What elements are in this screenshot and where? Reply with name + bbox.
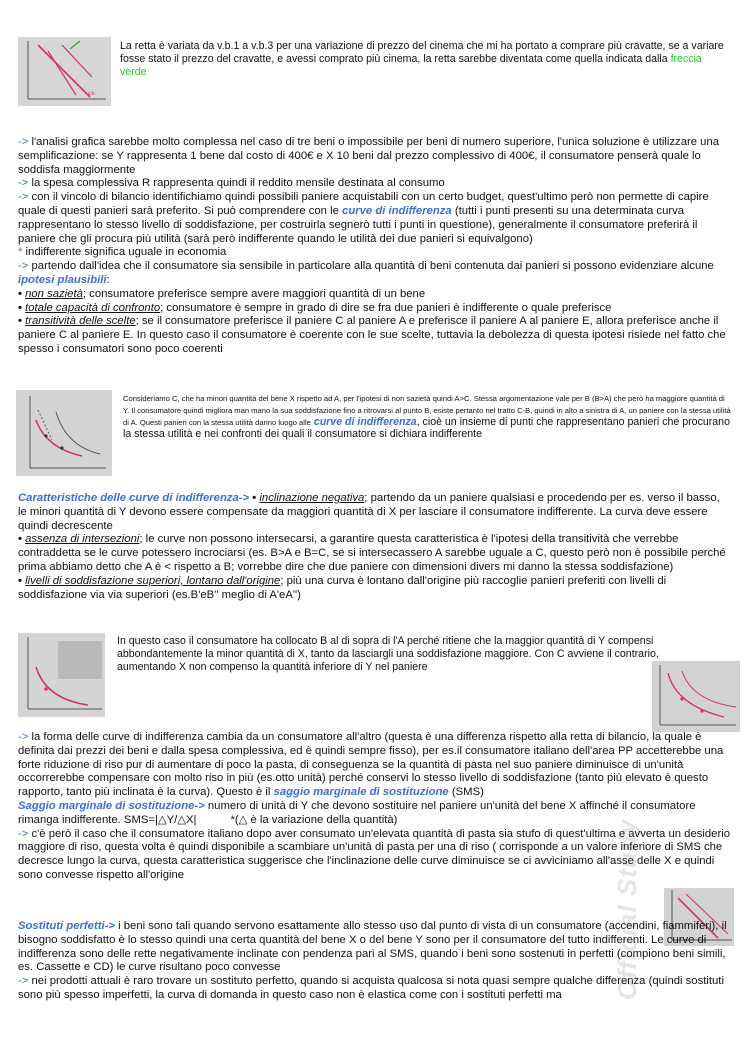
bullet-transitivity [18, 315, 730, 356]
bullet-text: ; le curve non possono intersecarsi, a garantire questa caratteristica è l'ipotesi della transitività che verrebbe contraddetta se le curve potessero incrociarsi (es. B>A e B=C, se si intersecassero A sarebbe uguale a C, questo però non è possibile perché prima abbiamo detto che A è < rispetto a B; vorrebbe dire che due paniere con dimensioni divers mi danno la stessa soddisfazione) [18, 533, 726, 573]
arrow-marker: -> [18, 731, 29, 743]
graph-sketch-icon [652, 661, 740, 732]
bullet-text: ; consumatore preferisce sempre avere maggiori quantità di un bene [82, 287, 426, 300]
bullet-marker: • [18, 287, 22, 300]
para-text: (tutti i punti presenti su una determinata curva rappresentano lo stesso livello di soddisfazione, per costruirla segnerò tutti i punti in questione), generalmente il consumatore preferirà il paniere che gli procura più utilità (sarà però indifferente quando le utilità dei due panieri si equivalgono) [18, 204, 698, 245]
small-explanation-text: Consideriamo C, che ha minori quantità del bene X rispetto ad A, per l'ipotesi di non sazietà quindi A>C. Stessa argomentazione vale per B (B>A) che però ha maggiore quantità di Y. Il consumatore quindi migliora man mano la sua soddisfazione fino a ritrovarsi al punto B, esiste pertanto nel tratto C-B, quindi in alto a sinistra di A, un paniere con la stessa utilità di A. Questi panieri con la stessa utilità danno luogo alle [123, 394, 731, 427]
graph-image-preference-area [18, 633, 105, 717]
bullet-term: transitività delle scelte [25, 315, 136, 328]
bullet-term: totale capacità di confronto [25, 301, 161, 314]
arrow-marker: -> [18, 177, 29, 190]
para-text: c'è però il caso che il consumatore italiano dopo aver consumato un'elevata quantità di pasta sia stufo di quest'ultima e avverta un desiderio maggiore di riso, questa volta è quindi disponibile a scambiare un'unità di pasta per una di riso ( corrisponde a un valore inferiore di SMS che decresce lungo la curva, questa caratteristica suggerisce che l'inclinazione delle curve diminuisce se ci avviciniamo all'asse delle X e quindi sono convesse rispetto all'origine [18, 827, 731, 881]
section-points-abc [123, 392, 731, 440]
bullet-text: ; partendo da un paniere qualsiasi e procedendo per es. verso il basso, le minori quantità di Y devono essere compensate da maggiori quantità di X per lasciare il consumatore indifferente. La curva deve essere quindi decrescente [18, 492, 720, 532]
section-characteristics [18, 492, 730, 602]
bullet-marker: • [18, 574, 22, 587]
arrow-marker: -> [18, 136, 29, 148]
bullet-term: inclinazione negativa [259, 492, 365, 504]
bullet-term: livelli di soddisfazione superiori, lontano dall'origine [25, 574, 281, 587]
term-indifference-curves: curve di indifferenza [342, 204, 452, 217]
bullet-marker: • [18, 301, 22, 314]
para-text: con il vincolo di bilancio identifichiamo quindi possibili paniere acquistabili con un certo budget, quest'ultimo però non permette di capire quale di questi panieri sarà preferito. Si può comprendere con le [18, 191, 709, 217]
mrs-heading: Saggio marginale di sostituzione-> [18, 799, 205, 812]
preference-text: In questo caso il consumatore ha collocato B al di sopra di l'A perché ritiene che la maggior quantità di Y compensi abbondantemente la minor quantità di X, tanto da lasciargli una soddisfazione maggiore. Con C avviene il contrario, aumentando X non compenso la quantità inferiore di Y nel paniere [117, 635, 659, 674]
section-mrs [18, 731, 730, 883]
para-text: nei prodotti attuali è raro trovare un sostituto perfetto, quando si acquista qualcosa si nota quasi sempre qualche differenza (quindi sostituti sono più spesso imperfetti, la curva di domanda in questo caso non è elastica come con i sostituti perfetti ma [18, 975, 724, 1001]
char-negative-slope [18, 492, 730, 533]
arrow-marker: -> [18, 975, 29, 988]
characteristics-heading: Caratteristiche delle curve di indifferenza-> [18, 492, 250, 504]
para-budget-constraint [18, 191, 730, 246]
para-text: la spesa complessiva R rappresenta quindi il reddito mensile destinata al consumo [31, 177, 445, 190]
para-mrs-definition [18, 800, 730, 828]
section-budget-and-indifference [18, 136, 730, 357]
para-text: numero di unità di Y che devono sostituire nel paniere un'unità del bene X affinché il consumatore rimanga indifferente. SMS=|△Y/△X| [18, 799, 696, 826]
delta-note: *(△ è la variazione della quantità) [230, 813, 398, 826]
bullet-marker: • [18, 315, 22, 328]
arrow-marker: -> [18, 827, 29, 840]
intro-text: La retta è variata da v.b.1 a v.b.3 per una variazione di prezzo del cinema che mi ha portato a comprare più cravatte, se a variare fosse stato il prezzo del cravatte, e avessi comprato più cinema, la retta sarebbe diventata come quella indicata dalla [120, 40, 724, 66]
arrow-marker: -> [18, 260, 29, 273]
bullet-comparison [18, 302, 730, 316]
para-text: la forma delle curve di indifferenza cambia da un consumatore all'altro (questa è una differenza rispetto alla retta di bilancio, la quale è definita dai prezzi dei beni e dalla spesa complessiva, ed è quindi sempre fisso), per es.il consumatore italiano dell'area PP accetterebbe una forte riduzione di riso pur di aumentare di poco la pasta, di conseguenza se la quantità di pasta nel suo paniere diminuisce di un'unità occorrerebbe compensare con molto riso in più (es.otto unità) perché conservi lo stesso livello di soddisfazione (tanto più elevato è questo rapporto, tanto più inclinata è la curva). Questo è il [18, 731, 724, 799]
bullet-text: ; più una curva è lontano dall'origine più raccoglie panieri preferiti con livelli di soddisfazione via via superiori (es.B'eB'' meglio di A'eA'') [18, 574, 667, 601]
explanation-rest: , cioè un insieme di punti che rappresentano panieri che procurano la stessa utilità e nei confronti dei quali il consumatore si dichiara indifferente [123, 416, 730, 440]
watermark-text: Official Study [612, 818, 642, 1000]
graph-sketch-icon [18, 633, 105, 717]
asterisk-marker: * [18, 246, 23, 259]
bullet-term: assenza di intersezioni [25, 533, 140, 546]
para-text: (SMS) [451, 786, 484, 799]
bullet-text: ; consumatore è sempre in grado di dire se fra due panieri è indifferente o quale preferisce [160, 301, 612, 314]
graph-image-points-abc [16, 390, 112, 476]
char-higher-levels [18, 575, 730, 603]
perfect-substitutes-heading: Sostituti perfetti-> [18, 920, 115, 932]
term-mrs: saggio marginale di sostituzione [273, 786, 449, 799]
para-note-indifferent [18, 246, 730, 260]
bullet-marker: • [18, 533, 22, 546]
intro-paragraph [120, 40, 730, 80]
graph-image-budget-line [18, 37, 111, 106]
bullet-text: ; se il consumatore preferisce il paniere C al paniere A e preferisce il paniere A al paniere E, allora preferisce anche il paniere C al paniere E. In questo caso il consumatore è coerente con le sue scelte, tuttavia la debolezza di questa ipotesi risiede nel fatto che spesso i consumatori sono poco coerenti [18, 315, 726, 355]
para-shape-varies [18, 731, 730, 800]
graph-sketch-icon [18, 37, 111, 106]
bullet-term: non sazietà [25, 287, 83, 300]
char-no-intersections [18, 533, 730, 574]
arrow-marker: -> [18, 191, 29, 204]
para-text: i beni sono tali quando servono esattamente allo stesso uso dal punto di vista di un consumatore (accendini, fiammiferi), il bisogno soddisfatto è lo stesso quindi una certa quantità del bene X o del bene Y sono per il consumatore del tutto indifferenti. Le curve di indifferenza sono delle rette negativamente inclinate con pendenza pari al SMS, quando i beni sono sostenuti in perfetti (compiono beni simili, es. Cassette e CD) le curve risultano poco convesse [18, 920, 727, 974]
graph-image-pasta-rice [652, 661, 740, 732]
para-text: partendo dall'idea che il consumatore sia sensibile in particolare alla quantità di beni contenuta dai panieri si possono evidenziare alcune [31, 260, 714, 273]
para-hypotheses: -> partendo dall'idea che il consumatore sia sensibile in particolare alla quantità di beni contenuta dai panieri si possono evidenziare alcune ipotesi plausibili: [18, 260, 714, 286]
svg-text:v.b.: v.b. [88, 91, 96, 97]
para-spending [18, 177, 730, 191]
term-indifference-curves: curve di indifferenza [313, 416, 417, 428]
term-plausible-hypotheses: ipotesi plausibili [18, 273, 107, 286]
bullet-marker: • [252, 492, 257, 504]
para-analysis [18, 136, 730, 177]
section-perfect-substitutes [18, 920, 730, 1003]
bullet-non-satiety [18, 288, 730, 302]
para-text: indifferente significa uguale in economia [25, 246, 227, 259]
para-convexity [18, 828, 730, 883]
graph-sketch-icon [16, 390, 112, 476]
para-imperfect-substitutes [18, 975, 730, 1003]
para-perfect-substitutes [18, 920, 730, 975]
para-text: l'analisi grafica sarebbe molto complessa nel caso di tre beni o impossibile per beni di numero superiore, l'unica soluzione è utilizzare una semplificazione: se Y rappresenta 1 bene dal costo di 400€ e X 10 beni dal prezzo complessivo di 400€, il consumatore penserà quale lo soddisfa maggiormente [18, 136, 720, 176]
intro-green-arrow-text: freccia verde [120, 53, 702, 79]
